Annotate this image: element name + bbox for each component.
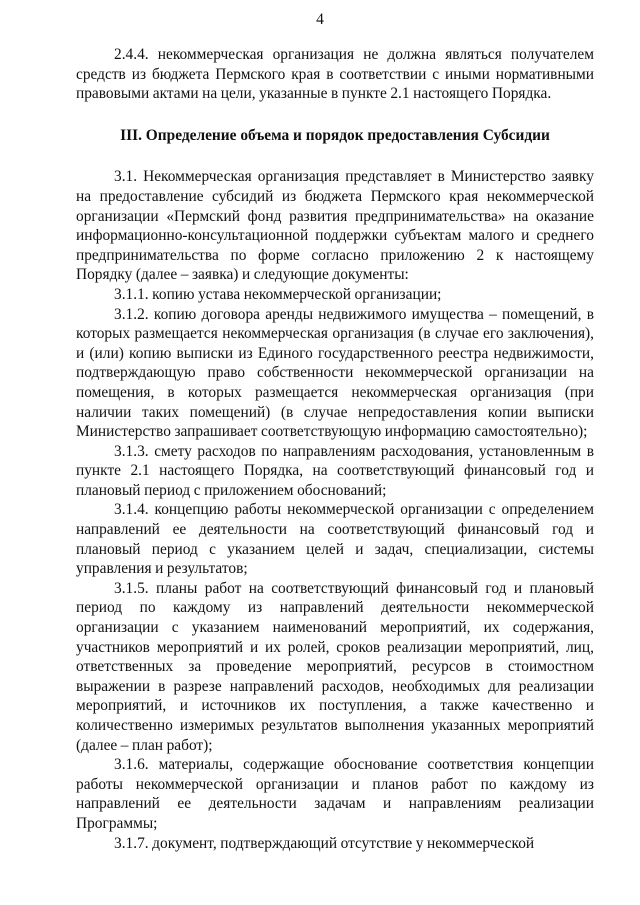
page-number: 4 (316, 11, 324, 28)
paragraph-3-1-2: 3.1.2. копию договора аренды недвижимого имущества – помещений, в которых размещается некоммерческая организация (в случае его заключения), и (или) копию выписки из Единого государственного реестра недвижимости, подтверждающую право собственности некоммерческой организации на помещения, в которых размещается некоммерческая организация (при наличии таких помещений) (в случае непредоставления копии выписки Министерство запрашивает соответствующую информацию самостоятельно); (76, 305, 594, 441)
paragraph-3-1: 3.1. Некоммерческая организация представляет в Министерство заявку на предоставление субсидий из бюджета Пермского края некоммерческой организации «Пермский фонд развития предпринимательства» на оказание информационно-консультационной поддержки субъектам малого и среднего предпринимательства по форме согласно приложению 2 к настоящему Порядку (далее – заявка) и следующие документы: (76, 168, 594, 284)
paragraph-3-1-1: 3.1.1. копию устава некоммерческой организации; (114, 285, 442, 303)
paragraph-3-1-3: 3.1.3. смету расходов по направлениям расходования, установленным в пункте 2.1 настоящего Порядка, на соответствующий финансовый год и плановый период с приложением обоснований; (76, 442, 594, 499)
paragraph-3-1-6: 3.1.6. материалы, содержащие обоснование соответствия концепции работы некоммерческой организации и планов работ по каждому из направлений ее деятельности задачам и направлениям реализации Программы; (76, 756, 594, 832)
paragraph-3-1-5: 3.1.5. планы работ на соответствующий финансовый год и плановый период по каждому из направлений деятельности некоммерческой организации с указанием наименований мероприятий, их содержания, участников мероприятий и их ролей, сроков реализации мероприятий, лиц, ответственных за проведение мероприятий, ресурсов в стоимостном выражении в разрезе направлений расходов, необходимых для реализации мероприятий, и источников их поступления, а также качественно и количественно измеримых результатов выполнения указанных мероприятий (далее – план работ); (76, 579, 594, 754)
paragraph-3-1-4: 3.1.4. концепцию работы некоммерческой организации с определением направлений ее деятельности на соответствующий финансовый год и плановый период с указанием целей и задач, специализации, системы управления и результатов; (76, 501, 594, 578)
paragraph-2-4-4: 2.4.4. некоммерческая организация не должна являться получателем средств из бюджета Пермского края в соответствии с иными нормативными правовыми актами на цели, указанные в пункте 2.1 настоящего Порядка. (76, 46, 594, 103)
document-body (76, 45, 594, 853)
section-heading: III. Определение объема и порядок предоставления Субсидии (120, 126, 550, 144)
paragraph-3-1-7: 3.1.7. документ, подтверждающий отсутствие у некоммерческой (114, 834, 535, 852)
